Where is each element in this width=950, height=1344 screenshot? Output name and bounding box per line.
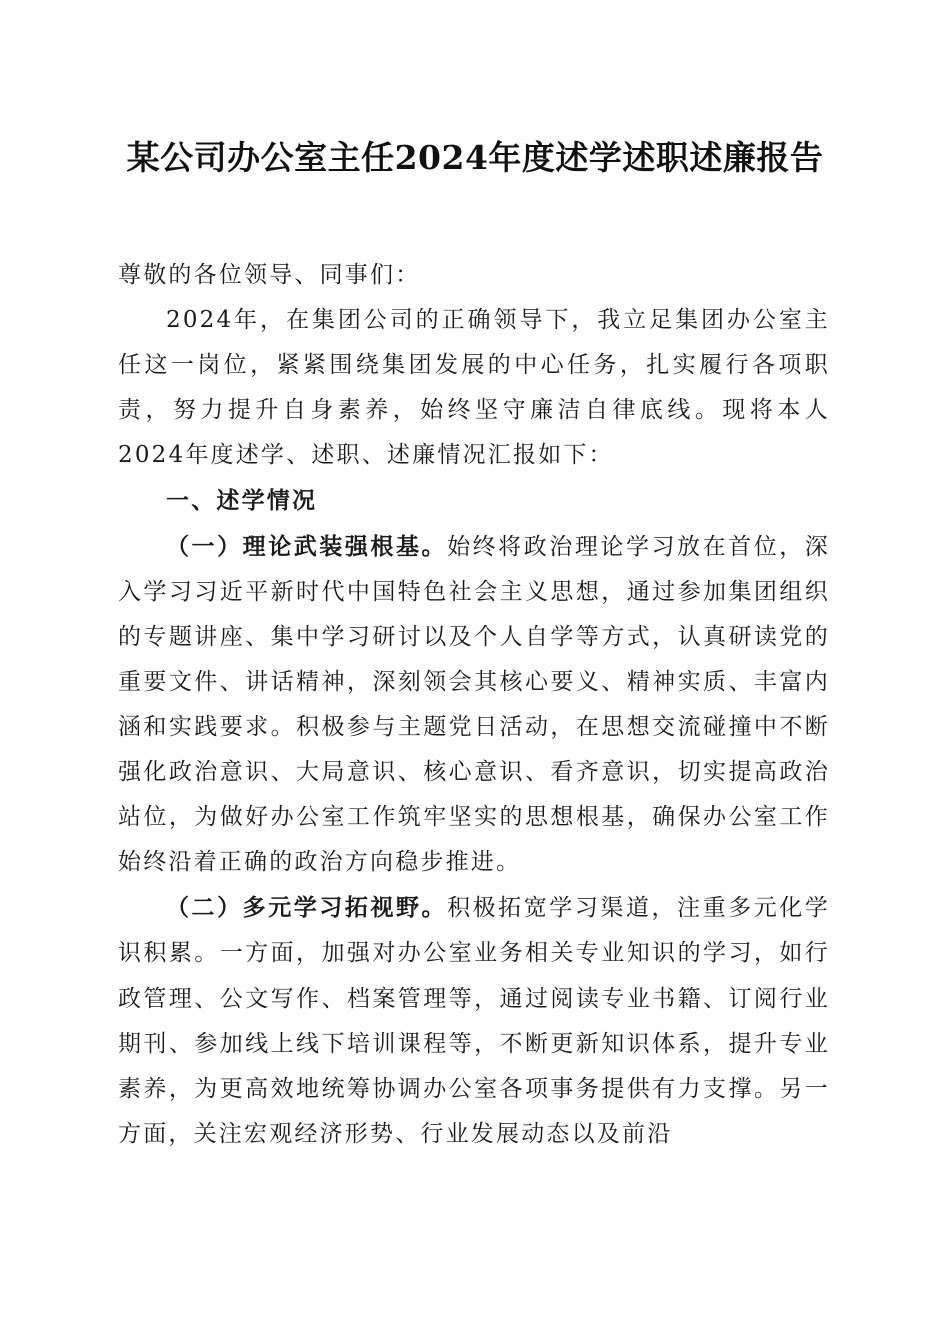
document-title: 某公司办公室主任2024年度述学述职述廉报告 [126,138,824,177]
intro-paragraph: 2024年，在集团公司的正确领导下，我立足集团办公室主任这一岗位，紧紧围绕集团发展的中心任务，扎实履行各项职责，努力提升自身素养，始终坚守廉洁自律底线。现将本人2024年度述学、述职、述廉情况汇报如下： [118,307,830,469]
paragraph-diverse-learning-text: 积极拓宽学习渠道，注重多元化学识积累。一方面，加强对办公室业务相关专业知识的学习，如行政管理、公文写作、档案管理等，通过阅读专业书籍、订阅行业期刊、参加线上线下培训课程等，不断更新知识体系，提升专业素养，为更高效地统筹协调办公室各项事务提供有力支撑。另一方面，关注宏观经济形势、行业发展动态以及前沿 [118,895,831,1147]
section-heading-study: 一、述学情况 [166,487,318,515]
subheading-theory-study: （一）理论武装强根基。 [166,532,448,560]
subheading-diverse-learning: （二）多元学习拓视野。 [166,894,448,922]
paragraph-theory-study [118,524,830,886]
paragraph-theory-study-text: 始终将政治理论学习放在首位，深入学习习近平新时代中国特色社会主义思想，通过参加集团组织的专题讲座、集中学习研讨以及个人自学等方式，认真研读党的重要文件、讲话精神，深刻领会其核心要义、精神实质、丰富内涵和实践要求。积极参与主题党日活动，在思想交流碰撞中不断强化政治意识、大局意识、核心意识、看齐意识，切实提高政治站位，为做好办公室工作筑牢坚实的思想根基，确保办公室工作始终沿着正确的政治方向稳步推进。 [118,533,831,876]
paragraph-diverse-learning [118,885,830,1157]
salutation: 尊敬的各位领导、同事们： [118,262,421,288]
document-body [118,253,830,1157]
